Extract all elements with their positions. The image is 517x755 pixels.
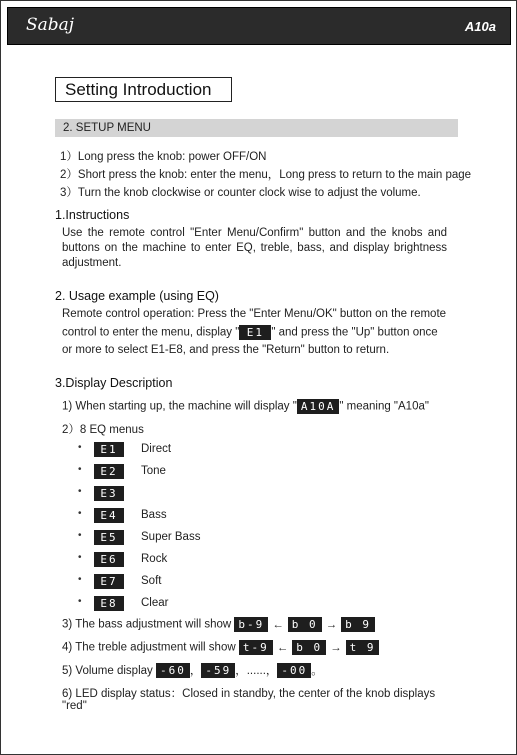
bass-label: 3) The bass adjustment will show [62,618,232,631]
segment-treble-min: t-9 [239,640,273,655]
usage-line-3: or more to select E1-E8, and press the "Return" button to return. [62,344,390,356]
eq-name: Clear [141,597,169,609]
segment-bass-max: b 9 [341,617,375,632]
setup-line-3: 3）Turn the knob clockwise or counter clock wise to adjust the volume. [60,187,421,199]
segment-display-a10a: A10A [297,399,340,414]
arrow-right-icon: → [325,618,338,631]
eq-code: E2 [94,464,124,479]
segment-treble-zero: b 0 [292,640,326,655]
usage-line-1: Remote control operation: Press the "Enter Menu/OK" button on the remote [62,308,447,320]
usage-heading: 2. Usage example (using EQ) [55,289,219,303]
section-heading: 2. SETUP MENU [55,119,458,137]
eq-code: E6 [94,552,124,567]
bullet: • [78,596,82,607]
eq-code: E8 [94,596,124,611]
bullet: • [78,464,82,475]
startup-text-a: 1) When starting up, the machine will display " [62,400,297,413]
usage-line-2b: " and press the "Up" button once [271,326,438,339]
bullet: • [78,530,82,541]
segment-volume-59: -59 [201,663,235,678]
bullet: • [78,486,82,497]
setup-line-2: 2）Short press the knob: enter the menu，Long press to return to the main page [60,169,472,181]
volume-label: 5) Volume display [62,665,153,677]
bass-line [62,617,375,632]
segment-volume-00: -00 [277,663,311,678]
instructions-text: Use the remote control "Enter Menu/Confirm" button and the knobs and buttons on the machine to enter EQ, treble, bass, and display brightness adjustment. [62,227,447,269]
eq-name: Super Bass [141,531,201,543]
eq-code: E4 [94,508,124,523]
eq-heading: 2）8 EQ menus [62,424,144,436]
startup-text-b: " meaning "A10a" [339,400,429,413]
volume-line [62,662,323,678]
bullet: • [78,574,82,585]
segment-bass-min: b-9 [234,617,268,632]
eq-name: Soft [141,575,162,587]
arrow-left-icon: ← [272,618,284,631]
volume-sep-1: ， [189,665,202,677]
page-title: Setting Introduction [55,77,232,102]
usage-line-2 [62,325,438,340]
arrow-left-icon: ← [276,641,289,654]
startup-line [62,399,429,414]
arrow-right-icon: → [330,641,342,654]
segment-display-e1: E1 [239,325,271,340]
volume-end: 。 [311,665,323,677]
eq-code: E3 [94,486,124,501]
model-name: A10a [464,19,496,34]
bullet: • [78,442,82,453]
instructions-heading: 1.Instructions [55,208,130,222]
eq-code: E7 [94,574,124,589]
eq-name: Tone [141,465,166,477]
treble-line [62,640,379,655]
led-line-2: "red" [62,700,87,712]
eq-code: E5 [94,530,124,545]
segment-bass-zero: b 0 [288,617,322,632]
segment-treble-max: t 9 [346,640,380,655]
led-line-1: 6) LED display status：Closed in standby, the center of the knob displays [62,688,436,700]
usage-line-2a: control to enter the menu, display " [62,326,240,339]
eq-name: Direct [141,443,172,455]
segment-volume-60: -60 [156,663,190,678]
eq-name: Bass [141,509,167,521]
header-bar [7,7,511,45]
bullet: • [78,552,82,563]
volume-sep-2: ，......， [235,665,278,677]
eq-name: Rock [141,553,168,565]
treble-label: 4) The treble adjustment will show [62,641,236,654]
display-heading: 3.Display Description [55,376,173,390]
bullet: • [78,508,82,519]
eq-code: E1 [94,442,124,457]
brand-logo: Sabaj [26,15,75,35]
setup-line-1: 1）Long press the knob: power OFF/ON [60,151,267,163]
